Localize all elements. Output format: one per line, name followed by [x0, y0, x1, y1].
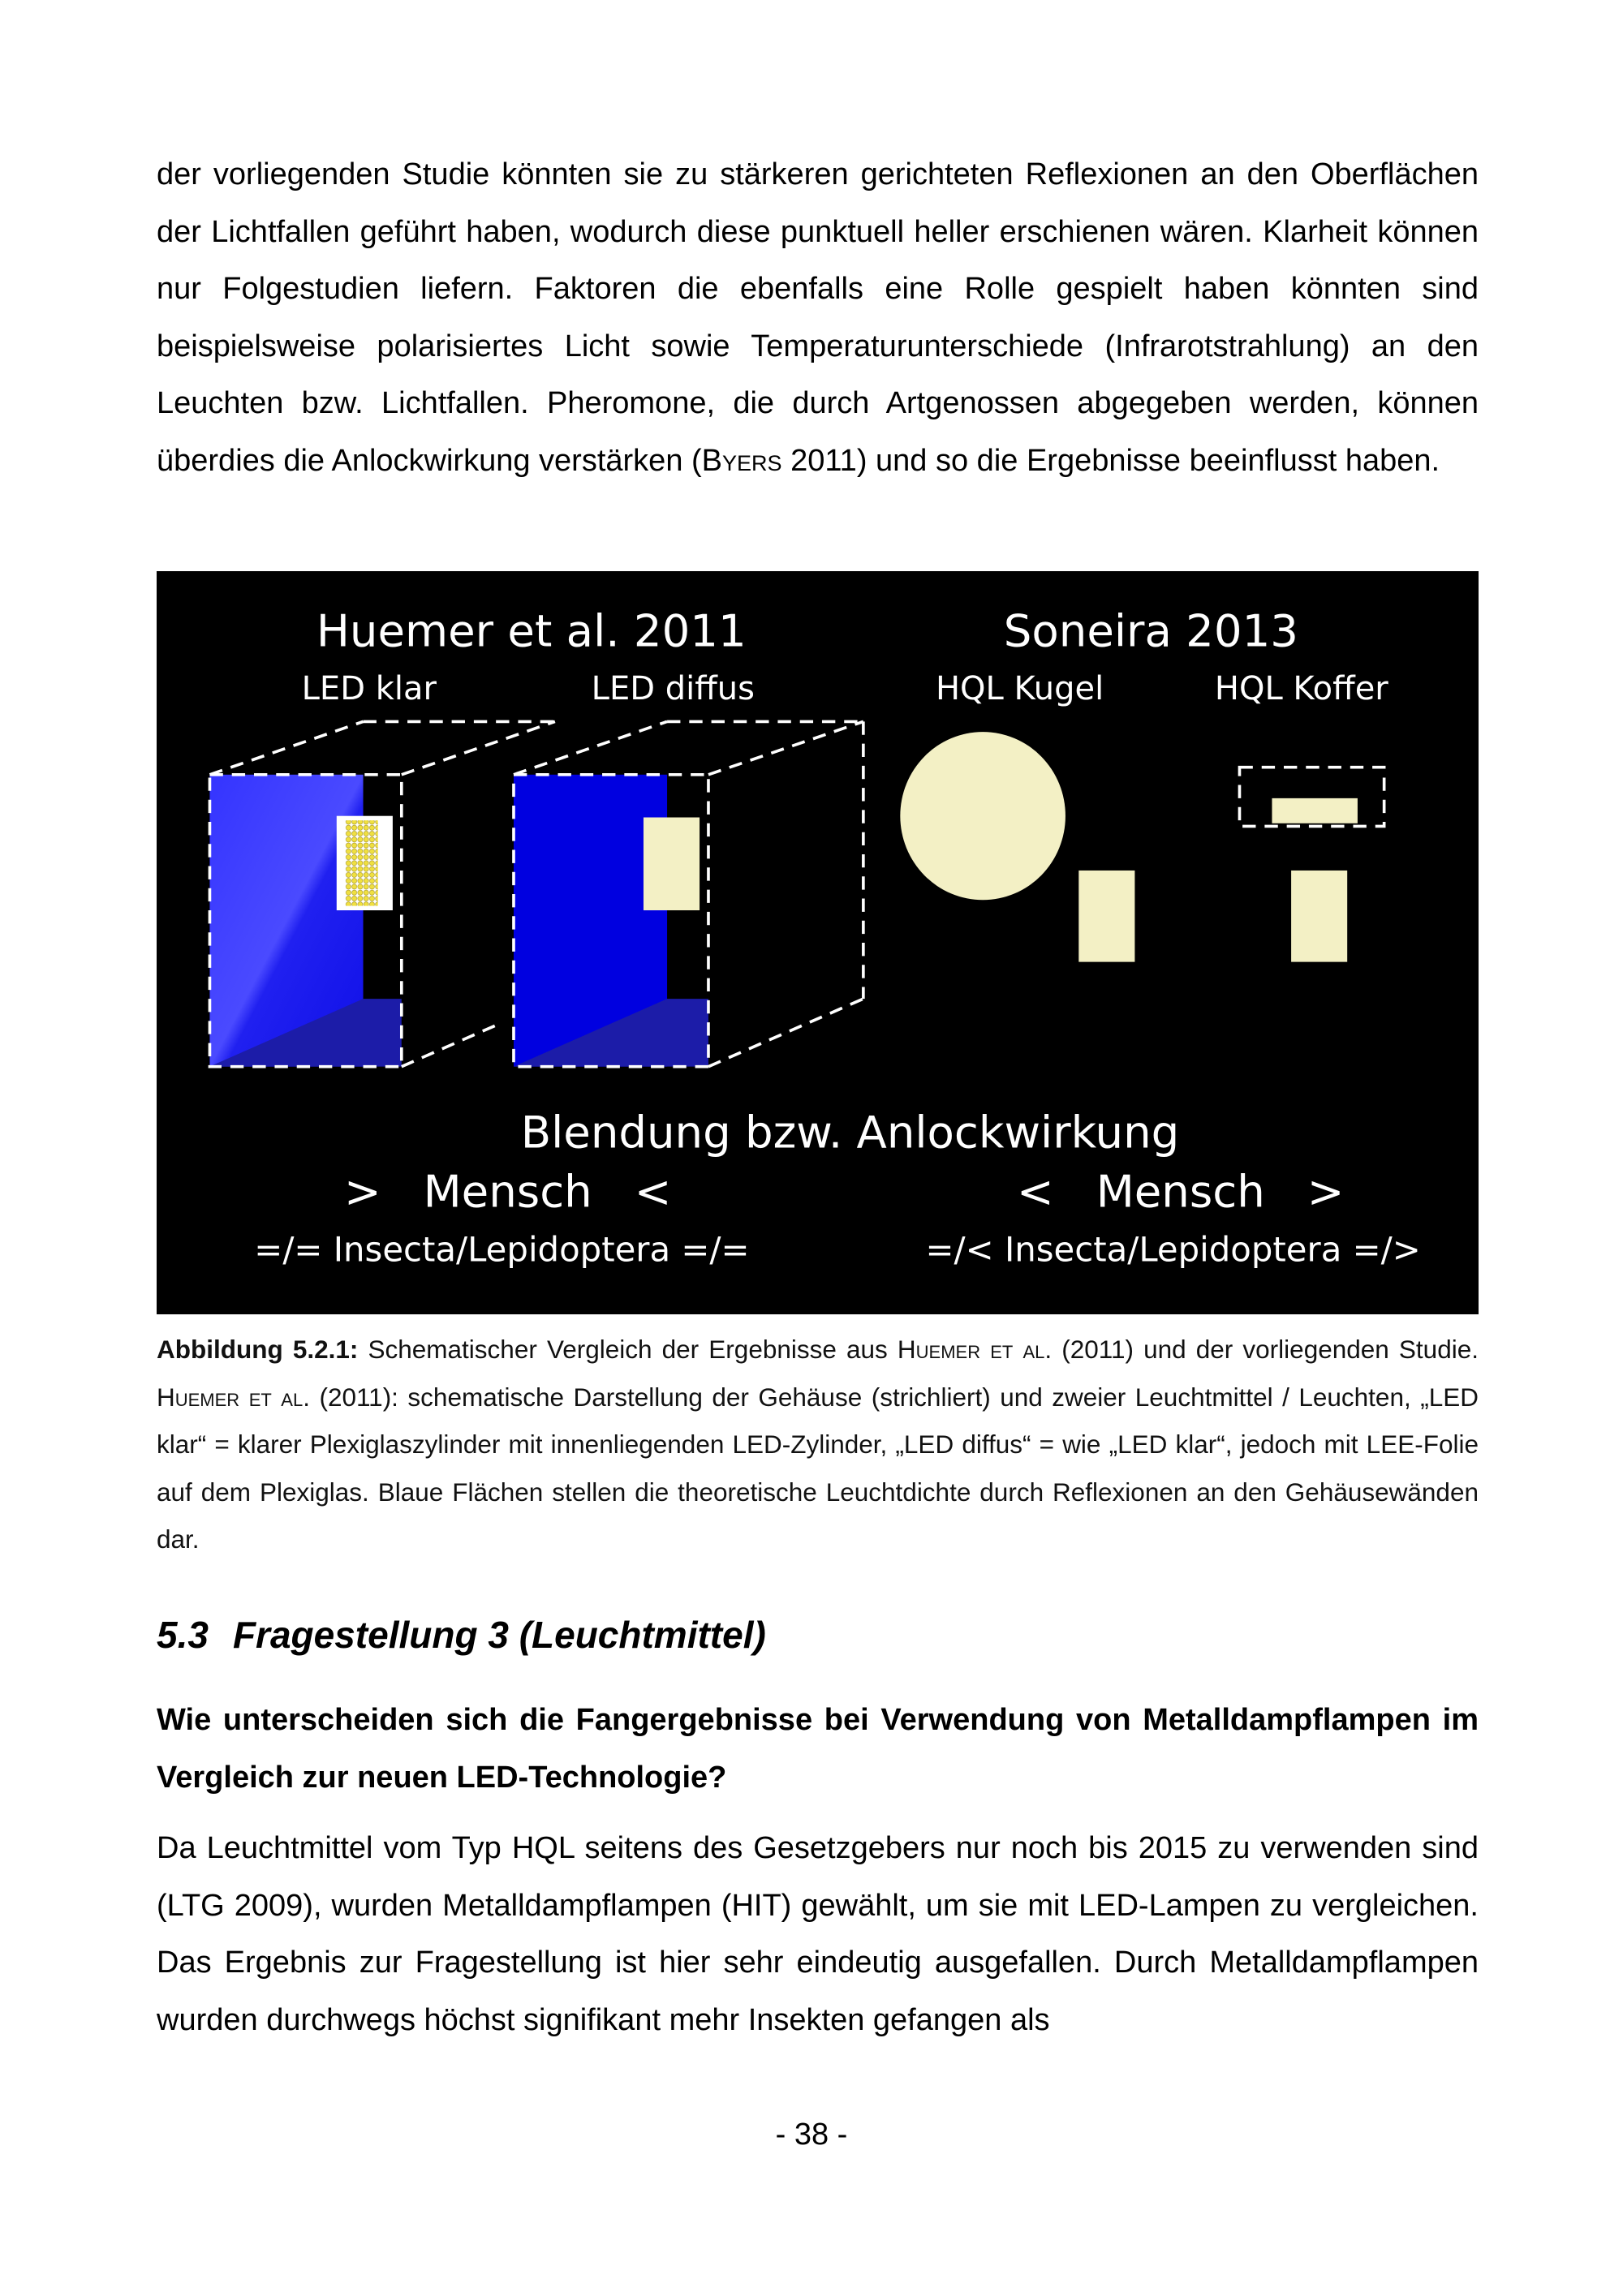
- caption-label: Abbildung 5.2.1:: [157, 1335, 359, 1364]
- section-number: 5.3: [157, 1614, 209, 1656]
- caption-text: (2011) und der vorliegenden Studie.: [1052, 1335, 1479, 1364]
- led-diffus-housing: [514, 721, 863, 1066]
- body-paragraph-1: [157, 146, 1479, 489]
- left-mensch: > Mensch <: [343, 1165, 672, 1218]
- caption-text: (2011): schematische Darstellung der Gehäuse (strichliert) und zweier Leuchtmittel / Leuchten, „LED klar“ = klarer Plexiglaszylinder mit innenliegenden LED-Zylinder, „LED diffus“ = wie „LED klar“, jedoch mit LEE-Folie auf dem Plexiglas. Blaue Flächen stellen die theoretische Leuchtdichte durch Reflexionen an den Gehäusewänden dar.: [157, 1382, 1479, 1554]
- schematic-diagram: [157, 571, 1479, 1314]
- figure-5-2-1: [157, 571, 1479, 1314]
- right-mensch: < Mensch >: [1017, 1165, 1345, 1218]
- diffuse-led: [644, 818, 700, 911]
- page-number: - 38 -: [775, 2118, 848, 2152]
- research-question: Wie unterscheiden sich die Fangergebnisse bei Verwendung von Metalldampflampen im Vergleich zur neuen LED-Technologie?: [157, 1703, 1479, 1795]
- led-chip: [346, 820, 378, 905]
- title-huemer: Huemer et al. 2011: [316, 604, 747, 657]
- citation-author: Huemer et al.: [897, 1335, 1053, 1364]
- title-soneira: Soneira 2013: [1003, 604, 1298, 657]
- left-insecta: =/= Insecta/Lepidoptera =/=: [254, 1229, 750, 1270]
- label-led-klar: LED klar: [301, 670, 437, 708]
- label-hql-kugel: HQL Kugel: [935, 670, 1104, 708]
- citation-author: Huemer et al.: [157, 1382, 310, 1412]
- hql-koffer: [1239, 767, 1384, 962]
- label-blendung: Blendung bzw. Anlockwirkung: [520, 1106, 1180, 1159]
- citation-author: Byers: [701, 443, 782, 478]
- paragraph-text: 2011) und so die Ergebnisse beeinflusst haben.: [781, 443, 1440, 478]
- body-paragraph-2: Da Leuchtmittel vom Typ HQL seitens des Gesetzgebers nur noch bis 2015 zu verwenden sind (LTG 2009), wurden Metalldampflampen (HIT) gewählt, um sie mit LED-Lampen zu vergleichen. Das Ergebnis zur Fragestellung ist hier sehr eindeutig ausgefallen. Durch Metalldampflampen wurden durchwegs höchst signifikant mehr Insekten gefangen als: [157, 1831, 1479, 2037]
- led-klar-housing: [209, 721, 554, 1066]
- caption-text: Schematischer Vergleich der Ergebnisse aus: [358, 1335, 898, 1364]
- section-heading: [157, 1613, 766, 1657]
- label-led-diffus: LED diffus: [591, 670, 755, 708]
- hql-kugel: [900, 732, 1134, 962]
- right-insecta: =/< Insecta/Lepidoptera =/>: [925, 1229, 1421, 1270]
- figure-caption: [157, 1326, 1479, 1563]
- label-hql-koffer: HQL Koffer: [1214, 670, 1388, 708]
- paragraph-text: der vorliegenden Studie könnten sie zu stärkeren gerichteten Reflexionen an den Oberflächen der Lichtfallen geführt haben, wodurch diese punktuell heller erschienen wären. Klarheit können nur Folgestudien liefern. Faktoren die ebenfalls eine Rolle gespielt haben könnten sind beispielsweise polarisiertes Licht sowie Temperaturunterschiede (Infrarotstrahlung) an den Leuchten bzw. Lichtfallen. Pheromone, die durch Artgenossen abgegeben werden, können überdies die Anlockwirkung verstärken (: [157, 157, 1479, 478]
- section-title: Fragestellung 3 (Leuchtmittel): [232, 1614, 766, 1656]
